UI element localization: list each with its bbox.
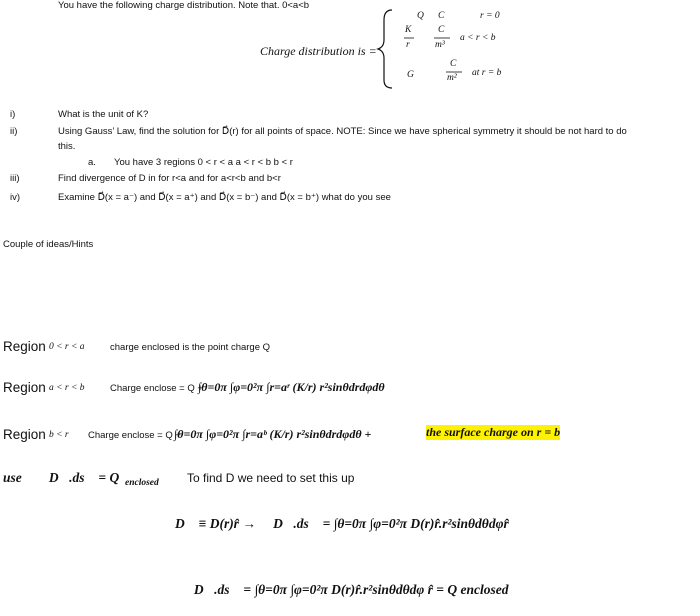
charge-distribution-label: Charge distribution is = <box>260 44 377 58</box>
qa-text: You have 3 regions 0 < r < a a < r < b b < r <box>114 157 293 168</box>
k-den: r <box>406 40 410 50</box>
k-num: K <box>405 25 412 35</box>
hints-title: Couple of ideas/Hints <box>3 239 94 250</box>
region3-cond: b < r <box>49 430 69 440</box>
region2-label: Region <box>3 380 46 395</box>
gauss-subscript: enclosed <box>125 478 159 488</box>
col-cond: r = 0 <box>480 11 500 21</box>
q2-text: Using Gauss’ Law, find the solution for D⃗(r) for all points of space. NOTE: Since we have spherical symmetry it should be not hard to do <box>58 126 627 137</box>
c2-den: m² <box>447 73 457 83</box>
intro-text: You have the following charge distribution. Note that. 0<a<b <box>58 0 310 11</box>
cond-b: at r = b <box>472 68 502 78</box>
surface-charge-highlight: the surface charge on r = b <box>426 425 561 439</box>
region1-cond: 0 < r < a <box>49 342 85 352</box>
equation-2: ∯ D⃗.ds⃗ = ∫θ=0π ∫φ=0²π D(r)r̂.r²sinθdθdφ r̂ = Q enclosed <box>180 582 509 597</box>
region3-integral: ∫θ=0π ∫φ=0²π ∫r=aᵇ (K/r) r²sinθdrdφdθ + <box>174 427 372 441</box>
q2-num: ii) <box>10 126 18 137</box>
use-label: use <box>3 470 22 485</box>
q4-num: iv) <box>10 192 21 203</box>
q1-text: What is the unit of K? <box>58 109 149 120</box>
col-q: Q <box>417 11 424 21</box>
region2-cond: a < r < b <box>49 383 85 393</box>
region3-text: Charge enclose = Q + <box>88 430 181 441</box>
cond-ab: a < r < b <box>460 33 496 43</box>
q2-cont: this. <box>58 141 76 152</box>
c2-num: C <box>450 59 457 69</box>
region2-integral: ∫θ=0π ∫φ=0²π ∫r=aʳ (K/r) r²sinθdrdφdθ <box>198 380 385 394</box>
col-c: C <box>438 11 445 21</box>
q1-num: i) <box>10 109 16 120</box>
setup-note: To find D we need to set this up <box>187 471 355 485</box>
region2-text: Charge enclose = Q + <box>110 383 203 394</box>
c3-num: C <box>438 25 445 35</box>
q3-num: iii) <box>10 173 20 184</box>
q4-text: Examine D⃗(x = a⁻) and D⃗(x = a⁺) and D⃗(x = b⁻) and D⃗(x = b⁺) what do you see <box>58 192 391 203</box>
qa-num: a. <box>88 157 96 168</box>
q3-text: Find divergence of D in for r<a and for a<r<b and b<r <box>58 173 281 184</box>
equation-1: D⃗ ≡ D(r)r̂ → ∯ D⃗.ds⃗ = ∫θ=0π ∫φ=0²π D(r)r̂.r²sinθdθdφr̂ <box>175 516 509 531</box>
region3-label: Region <box>3 427 46 442</box>
g-label: G <box>407 70 414 80</box>
region1-label: Region <box>3 339 46 354</box>
gauss-equation: ∯ D⃗.ds⃗ = Q <box>35 470 120 485</box>
c3-den: m³ <box>435 40 445 50</box>
region1-text: charge enclosed is the point charge Q <box>110 342 271 353</box>
